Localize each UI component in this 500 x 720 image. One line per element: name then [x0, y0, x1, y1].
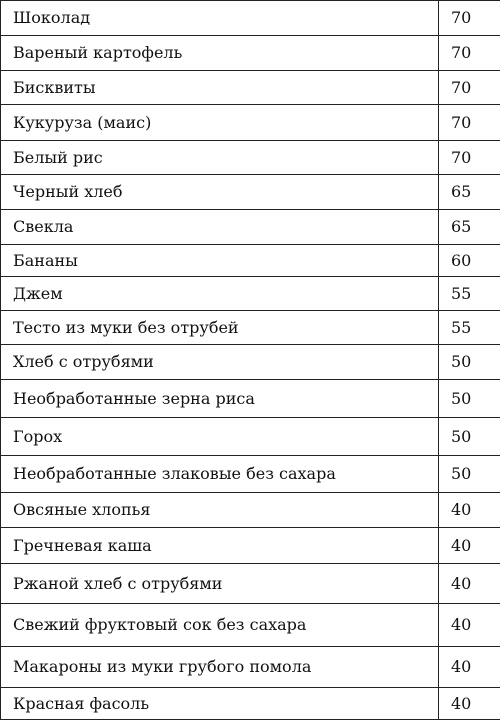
table-row	[1, 210, 500, 245]
index-value: 50	[439, 456, 500, 493]
table-row	[1, 105, 500, 141]
index-value: 65	[439, 210, 500, 245]
index-value: 55	[439, 311, 500, 345]
product-name: Гречневая каша	[1, 528, 439, 564]
table-row	[1, 604, 500, 647]
table-row	[1, 456, 500, 493]
product-name: Овсяные хлопья	[1, 493, 439, 528]
product-name: Бисквиты	[1, 71, 439, 105]
product-name: Бананы	[1, 245, 439, 277]
table-row	[1, 418, 500, 456]
product-name: Шоколад	[1, 1, 439, 36]
table-row	[1, 277, 500, 311]
product-name: Горох	[1, 418, 439, 456]
table-body	[1, 1, 500, 720]
index-value: 40	[439, 564, 500, 604]
product-name: Макароны из муки грубого помола	[1, 647, 439, 688]
table-row	[1, 380, 500, 418]
index-value: 40	[439, 528, 500, 564]
product-name: Необработанные злаковые без сахара	[1, 456, 439, 493]
product-name: Черный хлеб	[1, 175, 439, 210]
table-row	[1, 311, 500, 345]
index-value: 70	[439, 105, 500, 141]
table-row	[1, 245, 500, 277]
product-name: Вареный картофель	[1, 36, 439, 71]
table-row	[1, 564, 500, 604]
index-value: 50	[439, 380, 500, 418]
product-name: Ржаной хлеб с отрубями	[1, 564, 439, 604]
product-name: Необработанные зерна риса	[1, 380, 439, 418]
product-name: Свекла	[1, 210, 439, 245]
product-name: Свежий фруктовый сок без сахара	[1, 604, 439, 647]
product-name: Белый рис	[1, 141, 439, 175]
index-value: 40	[439, 604, 500, 647]
product-name: Кукуруза (маис)	[1, 105, 439, 141]
index-value: 40	[439, 493, 500, 528]
table-row	[1, 71, 500, 105]
table-row	[1, 1, 500, 36]
index-value: 70	[439, 36, 500, 71]
product-name: Красная фасоль	[1, 688, 439, 720]
index-value: 40	[439, 688, 500, 720]
index-value: 50	[439, 418, 500, 456]
index-value: 40	[439, 647, 500, 688]
table-row	[1, 528, 500, 564]
table-row	[1, 36, 500, 71]
table-row	[1, 647, 500, 688]
index-value: 70	[439, 141, 500, 175]
product-name: Хлеб с отрубями	[1, 345, 439, 380]
table-row	[1, 345, 500, 380]
product-name: Тесто из муки без отрубей	[1, 311, 439, 345]
index-value: 55	[439, 277, 500, 311]
table-row	[1, 141, 500, 175]
index-value: 60	[439, 245, 500, 277]
index-value: 50	[439, 345, 500, 380]
index-value: 70	[439, 1, 500, 36]
index-value: 70	[439, 71, 500, 105]
table-row	[1, 175, 500, 210]
product-name: Джем	[1, 277, 439, 311]
table-row	[1, 493, 500, 528]
index-value: 65	[439, 175, 500, 210]
